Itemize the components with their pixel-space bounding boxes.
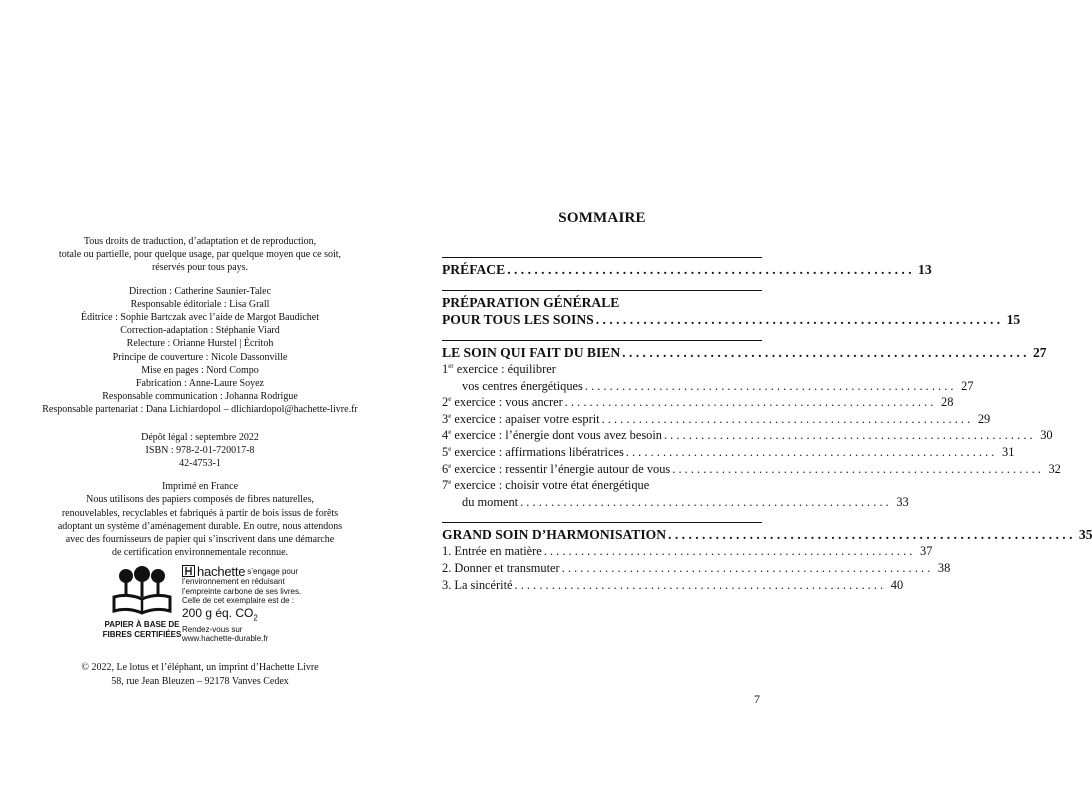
copyright [40, 661, 360, 687]
toc-entry [442, 261, 932, 278]
toc-entry-label: 1er exercice : équilibrer [442, 362, 556, 376]
toc-section-preparation [442, 290, 1021, 328]
toc-leader: . . . . . . . . . . . . . . . . . . . . . . . . . . . . . . . . . . . . . . . . . . . . . . . . . . . . . . . . . . . . [625, 444, 995, 459]
toc-entry-label: 3e exercice : apaiser votre esprit [442, 411, 600, 426]
rights-line: totale ou partielle, pour quelque usage, par quelque moyen que ce soit, [58, 249, 342, 261]
brand-tagline: s’engage pour [247, 566, 298, 576]
toc-leader: . . . . . . . . . . . . . . . . . . . . . . . . . . . . . . . . . . . . . . . . . . . . . . . . . . . . . . . . . . . . [561, 560, 931, 575]
credit-line: Direction : Catherine Saunier-Talec [128, 285, 272, 297]
credit-line: Responsable communication : Johanna Rodrigue [102, 391, 298, 403]
isbn: ISBN : 978-2-01-720017-8 [145, 444, 255, 456]
toc-entry [442, 560, 951, 577]
toc-entry-label: 2e exercice : vous ancrer [442, 395, 563, 410]
toc-entry [442, 427, 1053, 444]
rights-line: Tous droits de traduction, d’adaptation et de reproduction, [83, 236, 317, 247]
trees-book-icon [110, 565, 174, 619]
toc-leader: . . . . . . . . . . . . . . . . . . . . . . . . . . . . . . . . . . . . . . . . . . . . . . . . . . . . . . . . . . . . [595, 312, 1001, 327]
legal-line: 42-4753-1 [179, 458, 221, 470]
toc-leader: . . . . . . . . . . . . . . . . . . . . . . . . . . . . . . . . . . . . . . . . . . . . . . . . . . . . . . . . . . . . [507, 262, 912, 277]
toc-entry [442, 543, 933, 560]
toc-entry-label: LE SOIN QUI FAIT DU BIEN [442, 345, 621, 360]
paper-line: Nous utilisons des papiers composés de fibres naturelles, [86, 494, 314, 506]
legal-line: Dépôt légal : septembre 2022 [141, 431, 259, 443]
toc-leader: . . . . . . . . . . . . . . . . . . . . . . . . . . . . . . . . . . . . . . . . . . . . . . . . . . . . . . . . . . . . [543, 544, 913, 559]
toc-entry-label: PRÉPARATION GÉNÉRALE [442, 295, 620, 310]
credit-line: Responsable partenariat : Dana Lichiardopol – dlichiardopol@hachette-livre.fr [42, 404, 358, 416]
toc-leader: . . . . . . . . . . . . . . . . . . . . . . . . . . . . . . . . . . . . . . . . . . . . . . . . . . . . . . . . . . . . [520, 494, 889, 509]
toc-entry [442, 526, 1092, 543]
toc-entry [442, 494, 909, 511]
rights-line: réservés pour tous pays. [151, 262, 249, 274]
toc-page-number: 35 [1078, 527, 1092, 543]
toc-title: SOMMAIRE [558, 210, 646, 226]
toc-page-number: 30 [1040, 428, 1053, 443]
credit-line: Principe de couverture : Nicole Dassonville [112, 351, 288, 363]
toc-page-number: 28 [941, 395, 954, 410]
credit-line: Fabrication : Anne-Laure Soyez [135, 378, 264, 390]
toc-leader: . . . . . . . . . . . . . . . . . . . . . . . . . . . . . . . . . . . . . . . . . . . . . . . . . . . . . . . . . . . . [584, 378, 954, 393]
credit-line: Éditrice : Sophie Bartczak avec l’aide de Margot Baudichet [80, 312, 320, 324]
toc-entry [442, 311, 1021, 328]
toc-entry [442, 444, 1015, 461]
eco-line: Celle de cet exemplaire est de : [182, 596, 295, 606]
toc-page-number: 27 [961, 378, 974, 393]
toc-entry [442, 344, 1047, 361]
toc-page-number: 32 [1048, 461, 1061, 476]
toc-section-grand-soin [442, 522, 1092, 593]
toc-entry [442, 577, 904, 594]
certified-label: PAPIER À BASE DE FIBRES CERTIFIÉES [102, 620, 182, 640]
certified-paper-mark [102, 565, 182, 639]
toc-leader: . . . . . . . . . . . . . . . . . . . . . . . . . . . . . . . . . . . . . . . . . . . . . . . . . . . . . . . . . . . . [601, 411, 971, 426]
credits-list [40, 285, 360, 417]
toc-entry-label: 7e exercice : choisir votre état énergétique [442, 478, 650, 493]
paper-line: de certification environnementale reconnue. [111, 547, 289, 559]
page-number: 7 [754, 692, 760, 706]
toc-leader: . . . . . . . . . . . . . . . . . . . . . . . . . . . . . . . . . . . . . . . . . . . . . . . . . . . . . . . . . . . . [622, 345, 1027, 360]
toc-page-number: 37 [920, 544, 933, 559]
printed-in: Imprimé en France [161, 481, 239, 493]
credit-line: Relecture : Orianne Hurstel | Écritoh [126, 338, 274, 350]
eco-line: l’environnement en réduisant [182, 577, 285, 587]
toc-entry-label: 5e exercice : affirmations libératrices [442, 444, 624, 459]
toc-leader: . . . . . . . . . . . . . . . . . . . . . . . . . . . . . . . . . . . . . . . . . . . . . . . . . . . . . . . . . . . . [668, 527, 1073, 543]
toc-entry-label: GRAND SOIN D’HARMONISATION [442, 527, 667, 543]
toc-entry [442, 394, 954, 411]
toc-section-preface [442, 257, 932, 278]
toc-entry-label: 3. La sincérité [442, 577, 513, 592]
toc-page-number: 29 [977, 411, 991, 426]
toc-entry [442, 461, 1061, 478]
toc-leader: . . . . . . . . . . . . . . . . . . . . . . . . . . . . . . . . . . . . . . . . . . . . . . . . . . . . . . . . . . . . [663, 428, 1033, 443]
toc-entry-label: POUR TOUS LES SOINS [442, 312, 594, 327]
credit-line: Correction-adaptation : Stéphanie Viard [120, 325, 280, 337]
toc-entry-label: 6e exercice : ressentir l’énergie autour de vous [442, 461, 671, 476]
eco-line: l’empreinte carbone de ses livres. [182, 586, 302, 596]
toc-leader: . . . . . . . . . . . . . . . . . . . . . . . . . . . . . . . . . . . . . . . . . . . . . . . . . . . . . . . . . . . . [514, 577, 884, 592]
table-of-contents [442, 210, 1092, 605]
toc-entry [442, 411, 991, 428]
paper-line: renouvelables, recyclables et fabriqués à partir de bois issus de forêts [61, 507, 339, 519]
eco-badge [40, 565, 360, 647]
imprint-page [40, 235, 360, 688]
toc-page-number: 38 [937, 560, 951, 575]
rights-notice [40, 235, 360, 275]
toc-entry-label: du moment [462, 494, 519, 509]
toc-entry-label: vos centres énergétiques [462, 378, 583, 393]
eco-line: Rendez-vous sur [182, 625, 243, 635]
eco-url: www.hachette-durable.fr [182, 634, 269, 644]
toc-page-number: 27 [1032, 345, 1047, 360]
toc-page-number: 15 [1006, 312, 1021, 327]
toc-page-number: 13 [918, 262, 932, 277]
co2-amount: 200 g éq. $CO_2$ [182, 605, 258, 623]
copyright-line: © 2022, Le lotus et l’éléphant, un imprint d’Hachette Livre [81, 662, 319, 674]
toc-page-number: 40 [890, 577, 904, 592]
toc-page-number: 33 [896, 494, 909, 509]
toc-leader: . . . . . . . . . . . . . . . . . . . . . . . . . . . . . . . . . . . . . . . . . . . . . . . . . . . . . . . . . . . . [672, 461, 1041, 476]
credit-line: Mise en pages : Nord Compo [141, 364, 259, 376]
carbon-footprint-note [182, 565, 322, 643]
toc-entry-label: 2. Donner et transmuter [442, 560, 560, 575]
toc-entry-label: 4e exercice : l’énergie dont vous avez besoin [442, 428, 662, 443]
hachette-brand [182, 565, 322, 577]
paper-line: avec des fournisseurs de papier qui s’inscrivent dans une démarche [65, 534, 335, 546]
publisher-address: 58, rue Jean Bleuzen – 92178 Vanves Cedex [111, 675, 289, 687]
credit-line: Responsable éditoriale : Lisa Grall [130, 298, 270, 310]
toc-page-number: 31 [1002, 444, 1015, 459]
brand-name: hachette [197, 563, 246, 579]
hachette-logo-icon [182, 565, 195, 577]
toc-entry-label: PRÉFACE [442, 262, 506, 277]
paper-line: adoptant un système d’aménagement durable. En outre, nous attendons [57, 520, 343, 532]
toc-leader: . . . . . . . . . . . . . . . . . . . . . . . . . . . . . . . . . . . . . . . . . . . . . . . . . . . . . . . . . . . . [564, 395, 934, 410]
toc-section-soin [442, 340, 1061, 510]
paper-note [40, 493, 360, 559]
toc-entry [442, 378, 974, 395]
toc-entry-label: 1. Entrée en matière [442, 544, 542, 559]
legal-deposit [40, 431, 360, 471]
